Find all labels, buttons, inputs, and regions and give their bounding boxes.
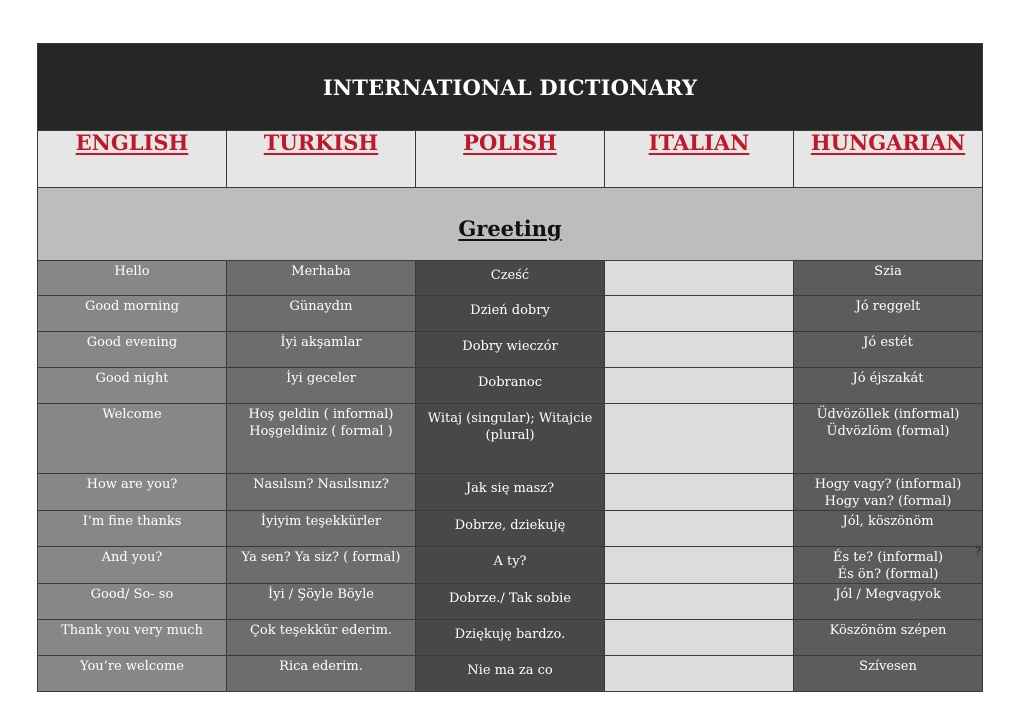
title-row bbox=[38, 44, 983, 131]
header-italian-label: ITALIAN bbox=[648, 130, 750, 155]
word-polish: Dzień dobry bbox=[470, 303, 550, 318]
word-polish: Dobranoc bbox=[477, 375, 543, 390]
cell-italian bbox=[605, 261, 794, 296]
cell-english bbox=[38, 656, 227, 692]
word-english: Welcome bbox=[102, 407, 162, 422]
table-row bbox=[38, 511, 983, 547]
word-italian bbox=[605, 656, 793, 658]
cell-english bbox=[38, 511, 227, 547]
word-hungarian: Jó reggelt bbox=[855, 299, 921, 314]
cell-hungarian bbox=[794, 261, 983, 296]
cell-english bbox=[38, 332, 227, 368]
cell-turkish bbox=[227, 368, 416, 404]
word-hungarian: Szia bbox=[874, 264, 902, 279]
header-polish-label: POLISH bbox=[463, 130, 557, 155]
word-english: Good night bbox=[95, 371, 169, 386]
cell-italian bbox=[605, 332, 794, 368]
cell-hungarian bbox=[794, 474, 983, 511]
word-polish: Witaj (singular); Witajcie (plural) bbox=[427, 411, 593, 443]
cell-hungarian bbox=[794, 404, 983, 474]
cell-italian bbox=[605, 296, 794, 332]
word-turkish: İyi akşamlar bbox=[280, 335, 362, 350]
cell-turkish bbox=[227, 261, 416, 296]
word-italian bbox=[605, 261, 793, 263]
cell-turkish bbox=[227, 296, 416, 332]
table-row bbox=[38, 620, 983, 656]
cell-english bbox=[38, 404, 227, 474]
cell-turkish bbox=[227, 474, 416, 511]
cell-italian bbox=[605, 656, 794, 692]
margin-mark: ? bbox=[975, 545, 981, 558]
cell-polish bbox=[416, 404, 605, 474]
page-title: INTERNATIONAL DICTIONARY bbox=[38, 44, 983, 131]
cell-hungarian bbox=[794, 368, 983, 404]
word-hungarian: Üdvözöllek (informal) Üdvözlöm (formal) bbox=[816, 407, 960, 439]
table-row bbox=[38, 584, 983, 620]
word-hungarian: Jó éjszakát bbox=[852, 371, 924, 386]
cell-polish bbox=[416, 547, 605, 584]
cell-turkish bbox=[227, 332, 416, 368]
cell-polish bbox=[416, 584, 605, 620]
cell-turkish bbox=[227, 547, 416, 584]
table-row bbox=[38, 547, 983, 584]
table-row bbox=[38, 368, 983, 404]
cell-hungarian bbox=[794, 584, 983, 620]
cell-polish bbox=[416, 511, 605, 547]
word-turkish: Rica ederim. bbox=[279, 659, 363, 674]
word-english: And you? bbox=[101, 550, 163, 565]
cell-italian bbox=[605, 620, 794, 656]
cell-english bbox=[38, 584, 227, 620]
cell-hungarian bbox=[794, 547, 983, 584]
cell-english bbox=[38, 547, 227, 584]
header-hungarian bbox=[794, 131, 983, 188]
word-english: Good morning bbox=[84, 299, 180, 314]
cell-hungarian bbox=[794, 620, 983, 656]
word-turkish: Hoş geldin ( informal) Hoşgeldiniz ( formal ) bbox=[248, 407, 394, 439]
word-italian bbox=[605, 511, 793, 513]
cell-english bbox=[38, 474, 227, 511]
word-english: You’re welcome bbox=[80, 659, 184, 674]
category-cell bbox=[38, 188, 983, 261]
cell-polish bbox=[416, 261, 605, 296]
cell-italian bbox=[605, 584, 794, 620]
cell-hungarian bbox=[794, 511, 983, 547]
word-polish: Cześć bbox=[490, 268, 530, 283]
cell-polish bbox=[416, 368, 605, 404]
cell-english bbox=[38, 261, 227, 296]
word-italian bbox=[605, 368, 793, 370]
cell-turkish bbox=[227, 404, 416, 474]
word-english: I’m fine thanks bbox=[82, 514, 182, 529]
cell-english bbox=[38, 620, 227, 656]
header-hungarian-label: HUNGARIAN bbox=[810, 130, 966, 155]
word-italian bbox=[605, 547, 793, 549]
word-english: Good evening bbox=[86, 335, 178, 350]
cell-polish bbox=[416, 332, 605, 368]
word-turkish: İyi geceler bbox=[286, 371, 356, 386]
table-row bbox=[38, 296, 983, 332]
word-turkish: İyiyim teşekkürler bbox=[260, 514, 382, 529]
word-turkish: Merhaba bbox=[291, 264, 351, 279]
table-row bbox=[38, 261, 983, 296]
word-hungarian: Jól / Megvagyok bbox=[835, 587, 941, 602]
table-row bbox=[38, 656, 983, 692]
word-hungarian: Hogy vagy? (informal) Hogy van? (formal) bbox=[814, 477, 962, 509]
cell-english bbox=[38, 368, 227, 404]
word-english: Good/ So- so bbox=[90, 587, 174, 602]
word-english: Hello bbox=[114, 264, 150, 279]
cell-polish bbox=[416, 296, 605, 332]
word-turkish: Nasılsın? Nasılsınız? bbox=[253, 477, 389, 492]
cell-polish bbox=[416, 474, 605, 511]
cell-italian bbox=[605, 368, 794, 404]
category-row bbox=[38, 188, 983, 261]
cell-turkish bbox=[227, 584, 416, 620]
word-polish: Jak się masz? bbox=[465, 481, 555, 496]
table-row bbox=[38, 474, 983, 511]
dictionary-table bbox=[37, 43, 983, 692]
word-turkish: Günaydın bbox=[289, 299, 353, 314]
word-polish: Dziękuję bardzo. bbox=[454, 627, 566, 642]
word-english: How are you? bbox=[86, 477, 178, 492]
word-italian bbox=[605, 296, 793, 298]
header-polish bbox=[416, 131, 605, 188]
word-turkish: Çok teşekkür ederim. bbox=[249, 623, 393, 638]
cell-english bbox=[38, 296, 227, 332]
word-hungarian: Jól, köszönöm bbox=[842, 514, 934, 529]
word-italian bbox=[605, 474, 793, 476]
table-row bbox=[38, 404, 983, 474]
cell-polish bbox=[416, 656, 605, 692]
word-hungarian: Jó estét bbox=[863, 335, 913, 350]
language-header-row bbox=[38, 131, 983, 188]
word-english: Thank you very much bbox=[61, 623, 203, 638]
cell-italian bbox=[605, 547, 794, 584]
cell-hungarian bbox=[794, 656, 983, 692]
cell-hungarian bbox=[794, 296, 983, 332]
word-polish: Dobrze./ Tak sobie bbox=[448, 591, 572, 606]
word-hungarian: Köszönöm szépen bbox=[829, 623, 947, 638]
cell-turkish bbox=[227, 620, 416, 656]
word-italian bbox=[605, 620, 793, 622]
cell-italian bbox=[605, 474, 794, 511]
cell-italian bbox=[605, 511, 794, 547]
word-turkish: Ya sen? Ya siz? ( formal) bbox=[241, 550, 401, 565]
cell-turkish bbox=[227, 656, 416, 692]
header-turkish bbox=[227, 131, 416, 188]
dictionary-sheet bbox=[37, 43, 982, 692]
word-hungarian: Szívesen bbox=[859, 659, 917, 674]
header-turkish-label: TURKISH bbox=[263, 130, 379, 155]
word-polish: A ty? bbox=[493, 554, 527, 569]
word-polish: Nie ma za co bbox=[467, 663, 553, 678]
word-italian bbox=[605, 584, 793, 586]
table-row bbox=[38, 332, 983, 368]
cell-turkish bbox=[227, 511, 416, 547]
word-hungarian: És te? (informal) És ön? (formal) bbox=[832, 550, 944, 582]
category-title: Greeting bbox=[458, 215, 562, 241]
word-italian bbox=[605, 332, 793, 334]
cell-hungarian bbox=[794, 332, 983, 368]
header-italian bbox=[605, 131, 794, 188]
word-turkish: İyi / Şöyle Böyle bbox=[268, 587, 374, 602]
cell-polish bbox=[416, 620, 605, 656]
header-english-label: ENGLISH bbox=[75, 130, 189, 155]
word-polish: Dobrze, dziekuję bbox=[454, 518, 566, 533]
word-polish: Dobry wieczór bbox=[462, 339, 558, 354]
header-english bbox=[38, 131, 227, 188]
cell-italian bbox=[605, 404, 794, 474]
word-italian bbox=[605, 404, 793, 406]
